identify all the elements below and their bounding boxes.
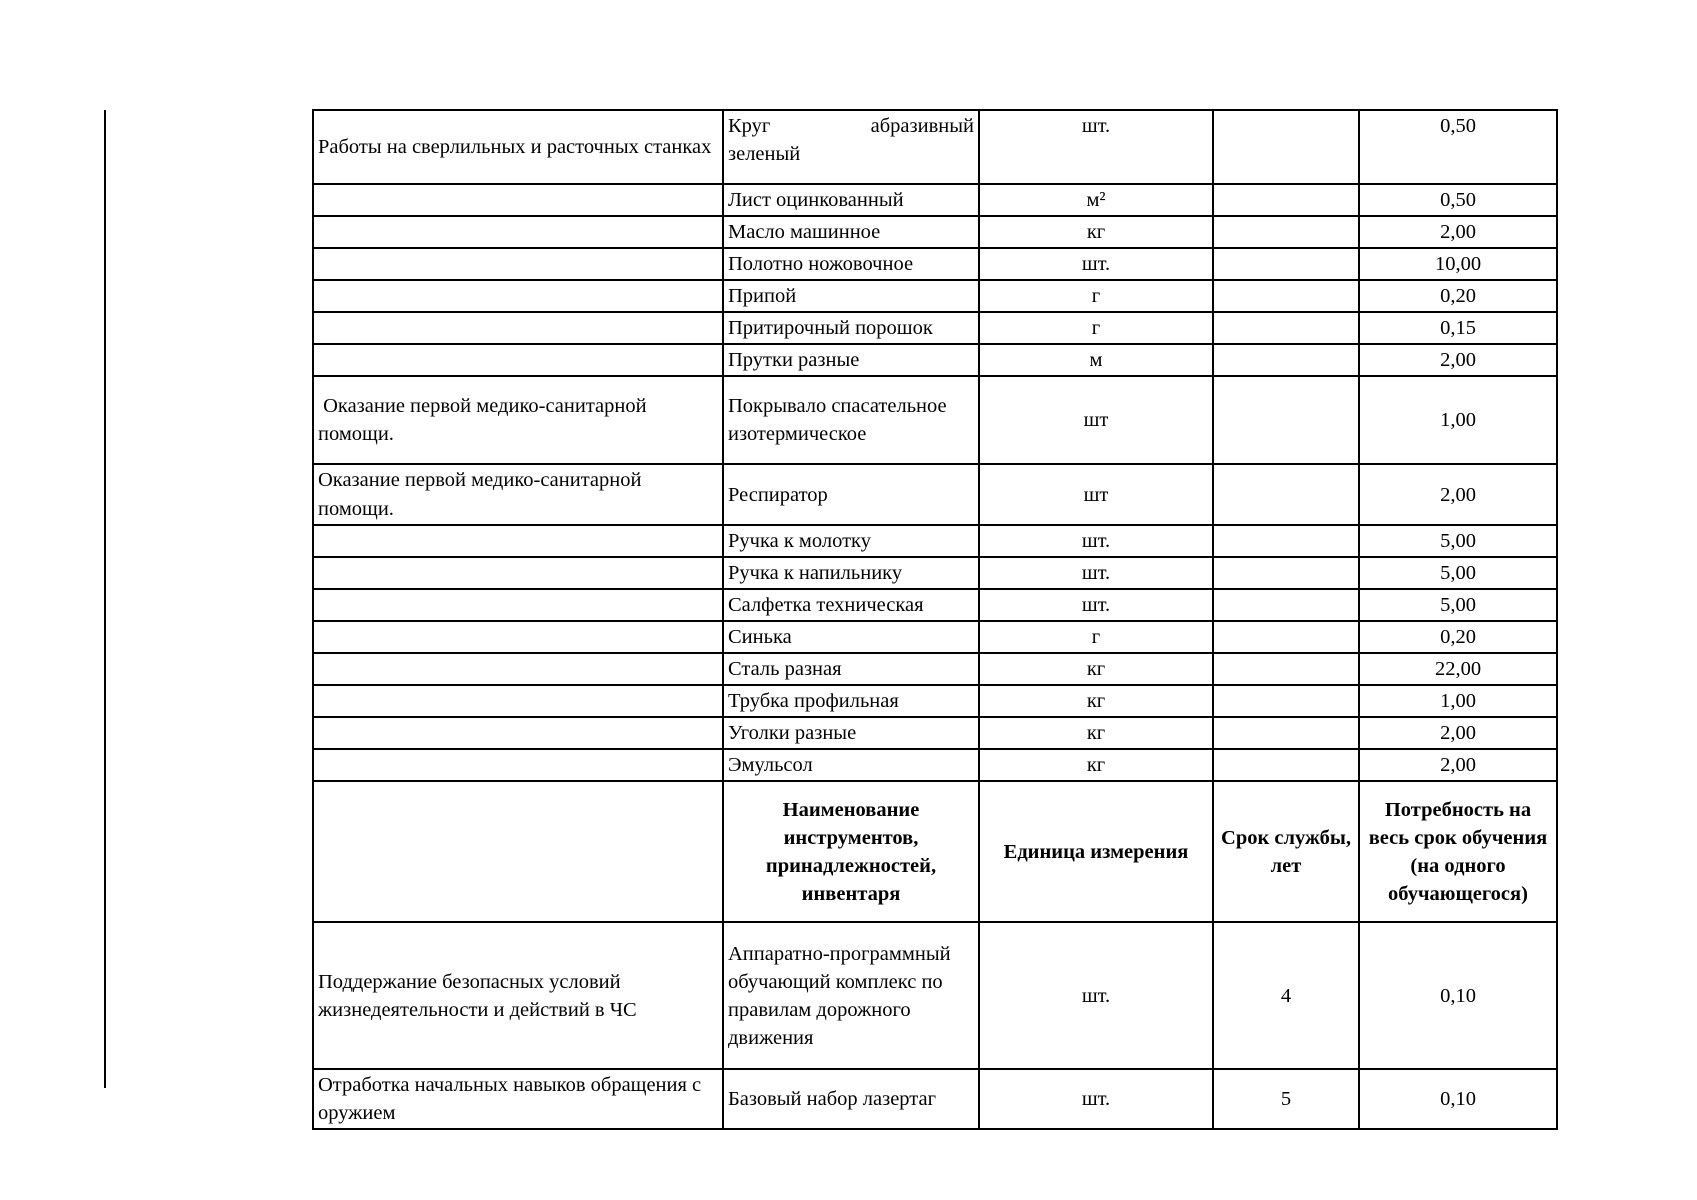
table-row: [313, 717, 1557, 749]
life-cell: [1213, 653, 1359, 685]
activity-cell: Отработка начальных навыков обращения с оружием: [313, 1069, 723, 1129]
life-cell: [1213, 110, 1359, 184]
unit-cell: кг: [979, 685, 1213, 717]
item-cell: Припой: [723, 280, 979, 312]
table-row: [313, 525, 1557, 557]
unit-cell: шт.: [979, 248, 1213, 280]
life-cell: [1213, 621, 1359, 653]
activity-cell: [313, 280, 723, 312]
item-cell: Ручка к молотку: [723, 525, 979, 557]
need-cell: 0,50: [1359, 184, 1557, 216]
header-activity-cell: [313, 781, 723, 922]
life-cell: [1213, 749, 1359, 781]
table-row: [313, 312, 1557, 344]
item-cell: Синька: [723, 621, 979, 653]
table-row: [313, 749, 1557, 781]
need-cell: 2,00: [1359, 464, 1557, 524]
life-cell: [1213, 525, 1359, 557]
need-cell: 2,00: [1359, 344, 1557, 376]
unit-cell: шт.: [979, 110, 1213, 184]
activity-cell: [313, 717, 723, 749]
life-cell: [1213, 280, 1359, 312]
life-cell: [1213, 464, 1359, 524]
need-cell: 2,00: [1359, 216, 1557, 248]
life-cell: [1213, 216, 1359, 248]
item-word: Круг: [728, 115, 771, 137]
item-cell: Покрывало спасательное изотермическое: [723, 376, 979, 464]
table-row: [313, 464, 1557, 524]
need-cell: 10,00: [1359, 248, 1557, 280]
need-cell: 22,00: [1359, 653, 1557, 685]
page-margin-line: [104, 110, 106, 1088]
table-row: [313, 653, 1557, 685]
item-cell: Салфетка техническая: [723, 589, 979, 621]
item-cell: Респиратор: [723, 464, 979, 524]
table-row: [313, 1069, 1557, 1129]
unit-cell: кг: [979, 216, 1213, 248]
table-row: [313, 922, 1557, 1069]
activity-cell: [313, 248, 723, 280]
activity-cell: Поддержание безопасных условий жизнедеятельности и действий в ЧС: [313, 922, 723, 1069]
table-row: [313, 376, 1557, 464]
need-cell: 5,00: [1359, 557, 1557, 589]
activity-cell: Работы на сверлильных и расточных станках: [313, 110, 723, 184]
activity-cell: [313, 589, 723, 621]
life-cell: [1213, 717, 1359, 749]
unit-cell: шт.: [979, 557, 1213, 589]
life-cell: 4: [1213, 922, 1359, 1069]
item-cell: Эмульсол: [723, 749, 979, 781]
unit-cell: кг: [979, 653, 1213, 685]
need-cell: 0,10: [1359, 1069, 1557, 1129]
life-cell: [1213, 184, 1359, 216]
item-cell: Базовый набор лазертаг: [723, 1069, 979, 1129]
item-cell: Трубка профильная: [723, 685, 979, 717]
unit-cell: шт.: [979, 525, 1213, 557]
header-need-cell: Потребность на весь срок обучения (на одного обучающегося): [1359, 781, 1557, 922]
activity-cell: [313, 749, 723, 781]
item-cell: Уголки разные: [723, 717, 979, 749]
life-cell: [1213, 685, 1359, 717]
unit-cell: кг: [979, 717, 1213, 749]
table-row: [313, 110, 1557, 184]
table-row: [313, 685, 1557, 717]
activity-cell: Оказание первой медико-санитарной помощи.: [313, 376, 723, 464]
activity-cell: [313, 312, 723, 344]
life-cell: [1213, 312, 1359, 344]
table-row: [313, 216, 1557, 248]
need-cell: 1,00: [1359, 685, 1557, 717]
item-cell: Полотно ножовочное: [723, 248, 979, 280]
unit-cell: г: [979, 280, 1213, 312]
activity-cell: [313, 685, 723, 717]
need-cell: 1,00: [1359, 376, 1557, 464]
life-cell: 5: [1213, 1069, 1359, 1129]
activity-cell: [313, 216, 723, 248]
materials-table: [312, 109, 1558, 1130]
table-row: [313, 621, 1557, 653]
need-cell: 0,20: [1359, 280, 1557, 312]
unit-cell: шт: [979, 464, 1213, 524]
item-cell: [723, 110, 979, 184]
life-cell: [1213, 376, 1359, 464]
unit-cell: м: [979, 344, 1213, 376]
item-cell: Ручка к напильнику: [723, 557, 979, 589]
table-row: [313, 184, 1557, 216]
item-cell: Притирочный порошок: [723, 312, 979, 344]
need-cell: 0,10: [1359, 922, 1557, 1069]
unit-cell: г: [979, 621, 1213, 653]
life-cell: [1213, 248, 1359, 280]
unit-cell: м²: [979, 184, 1213, 216]
life-cell: [1213, 344, 1359, 376]
header-life-cell: Срок службы, лет: [1213, 781, 1359, 922]
need-cell: 2,00: [1359, 717, 1557, 749]
need-cell: 2,00: [1359, 749, 1557, 781]
header-unit-cell: Единица измерения: [979, 781, 1213, 922]
need-cell: 0,15: [1359, 312, 1557, 344]
table-row: [313, 557, 1557, 589]
item-cell: Масло машинное: [723, 216, 979, 248]
unit-cell: шт.: [979, 922, 1213, 1069]
activity-cell: [313, 525, 723, 557]
activity-cell: Оказание первой медико-санитарной помощи.: [313, 464, 723, 524]
need-cell: 0,20: [1359, 621, 1557, 653]
unit-cell: шт: [979, 376, 1213, 464]
activity-cell: [313, 344, 723, 376]
unit-cell: шт.: [979, 1069, 1213, 1129]
item-cell: Аппаратно-программный обучающий комплекс по правилам дорожного движения: [723, 922, 979, 1069]
activity-cell: [313, 557, 723, 589]
table-header-row: [313, 781, 1557, 922]
activity-cell: [313, 184, 723, 216]
life-cell: [1213, 557, 1359, 589]
table-row: [313, 248, 1557, 280]
life-cell: [1213, 589, 1359, 621]
item-word: абразивный: [870, 115, 974, 137]
header-item-cell: Наименование инструментов, принадлежностей, инвентаря: [723, 781, 979, 922]
item-cell: Лист оцинкованный: [723, 184, 979, 216]
table-row: [313, 344, 1557, 376]
activity-cell: [313, 621, 723, 653]
item-word: зеленый: [728, 143, 801, 166]
need-cell: 5,00: [1359, 525, 1557, 557]
item-cell: Сталь разная: [723, 653, 979, 685]
activity-cell: [313, 653, 723, 685]
unit-cell: кг: [979, 749, 1213, 781]
unit-cell: шт.: [979, 589, 1213, 621]
need-cell: 0,50: [1359, 110, 1557, 184]
item-cell: Прутки разные: [723, 344, 979, 376]
table-row: [313, 280, 1557, 312]
unit-cell: г: [979, 312, 1213, 344]
need-cell: 5,00: [1359, 589, 1557, 621]
table-row: [313, 589, 1557, 621]
